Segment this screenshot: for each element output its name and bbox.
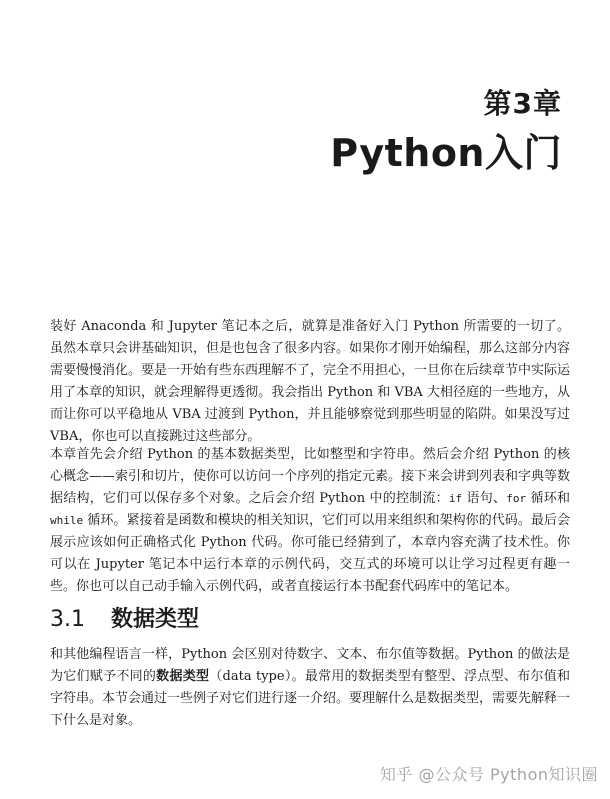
term-data-type: 数据类型 bbox=[156, 669, 210, 684]
intro-paragraph-1: 装好 Anaconda 和 Jupyter 笔记本之后，就算是准备好入门 Python 所需要的一切了。虽然本章只会讲基础知识，但是也包含了很多内容。如果你才刚开始编程，那么这部分内容需要慢慢消化。要是一开始有些东西理解不了，完全不用担心，一旦你在后续章节中实际运用了本章的知识，就会理解得更透彻。我会指出 Python 和 VBA 大相径庭的一些地方，从而让你可以平稳地从 VBA 过渡到 Python，并且能够察觉到那些明显的陷阱。如果没写过 VBA，你也可以直接跳过这些部分。 bbox=[50, 319, 571, 444]
chapter-label: 第3章 bbox=[483, 87, 562, 120]
code-while: while bbox=[50, 514, 84, 527]
watermark: 知乎 @公众号 Python知识圈 bbox=[379, 765, 598, 784]
section-paragraph-text-b: （data type）。最常用的数据类型有整型、浮点型、布尔值和字符串。本节会通过一些例子对它们进行逐一介绍。要理解什么是数据类型，需要先解释一下什么是对象。 bbox=[50, 669, 571, 728]
section-heading bbox=[50, 606, 199, 634]
section-paragraph-text-a: 和其他编程语言一样，Python 会区别对待数字、文本、布尔值等数据。Python 的做法是为它们赋予不同的 bbox=[50, 647, 570, 684]
intro-paragraph-2-text-d: 循环。紧接着是函数和模块的相关知识，它们可以用来组织和架构你的代码。最后会展示应该如何正确格式化 Python 代码。你可能已经猜到了，本章内容充满了技术性。你可以在 Jupyter 笔记本中运行本章的示例代码，交互式的环境可以让学习过程更有趣一些。你也可以自己动手输入示例代码，或者直接运行本书配套代码库中的笔记本。 bbox=[50, 513, 570, 594]
section-number: 3.1 bbox=[50, 607, 85, 632]
intro-paragraph-2 bbox=[50, 444, 570, 598]
section-title: 数据类型 bbox=[111, 607, 200, 632]
intro-paragraph-2-text-b: 语句、 bbox=[462, 491, 507, 506]
code-for: for bbox=[506, 492, 527, 505]
intro-paragraph-2-text-c: 循环和 bbox=[526, 491, 570, 506]
section-paragraph bbox=[50, 644, 570, 732]
code-if: if bbox=[448, 492, 463, 505]
chapter-title: Python入门 bbox=[330, 131, 562, 175]
intro-paragraph-2-text-a: 本章首先会介绍 Python 的基本数据类型，比如整型和字符串。然后会介绍 Python 的核心概念——索引和切片，使你可以访问一个序列的指定元素。接下来会讲到列表和字典等数据结构，它们可以保存多个对象。之后会介绍 Python 中的控制流： bbox=[50, 447, 571, 506]
